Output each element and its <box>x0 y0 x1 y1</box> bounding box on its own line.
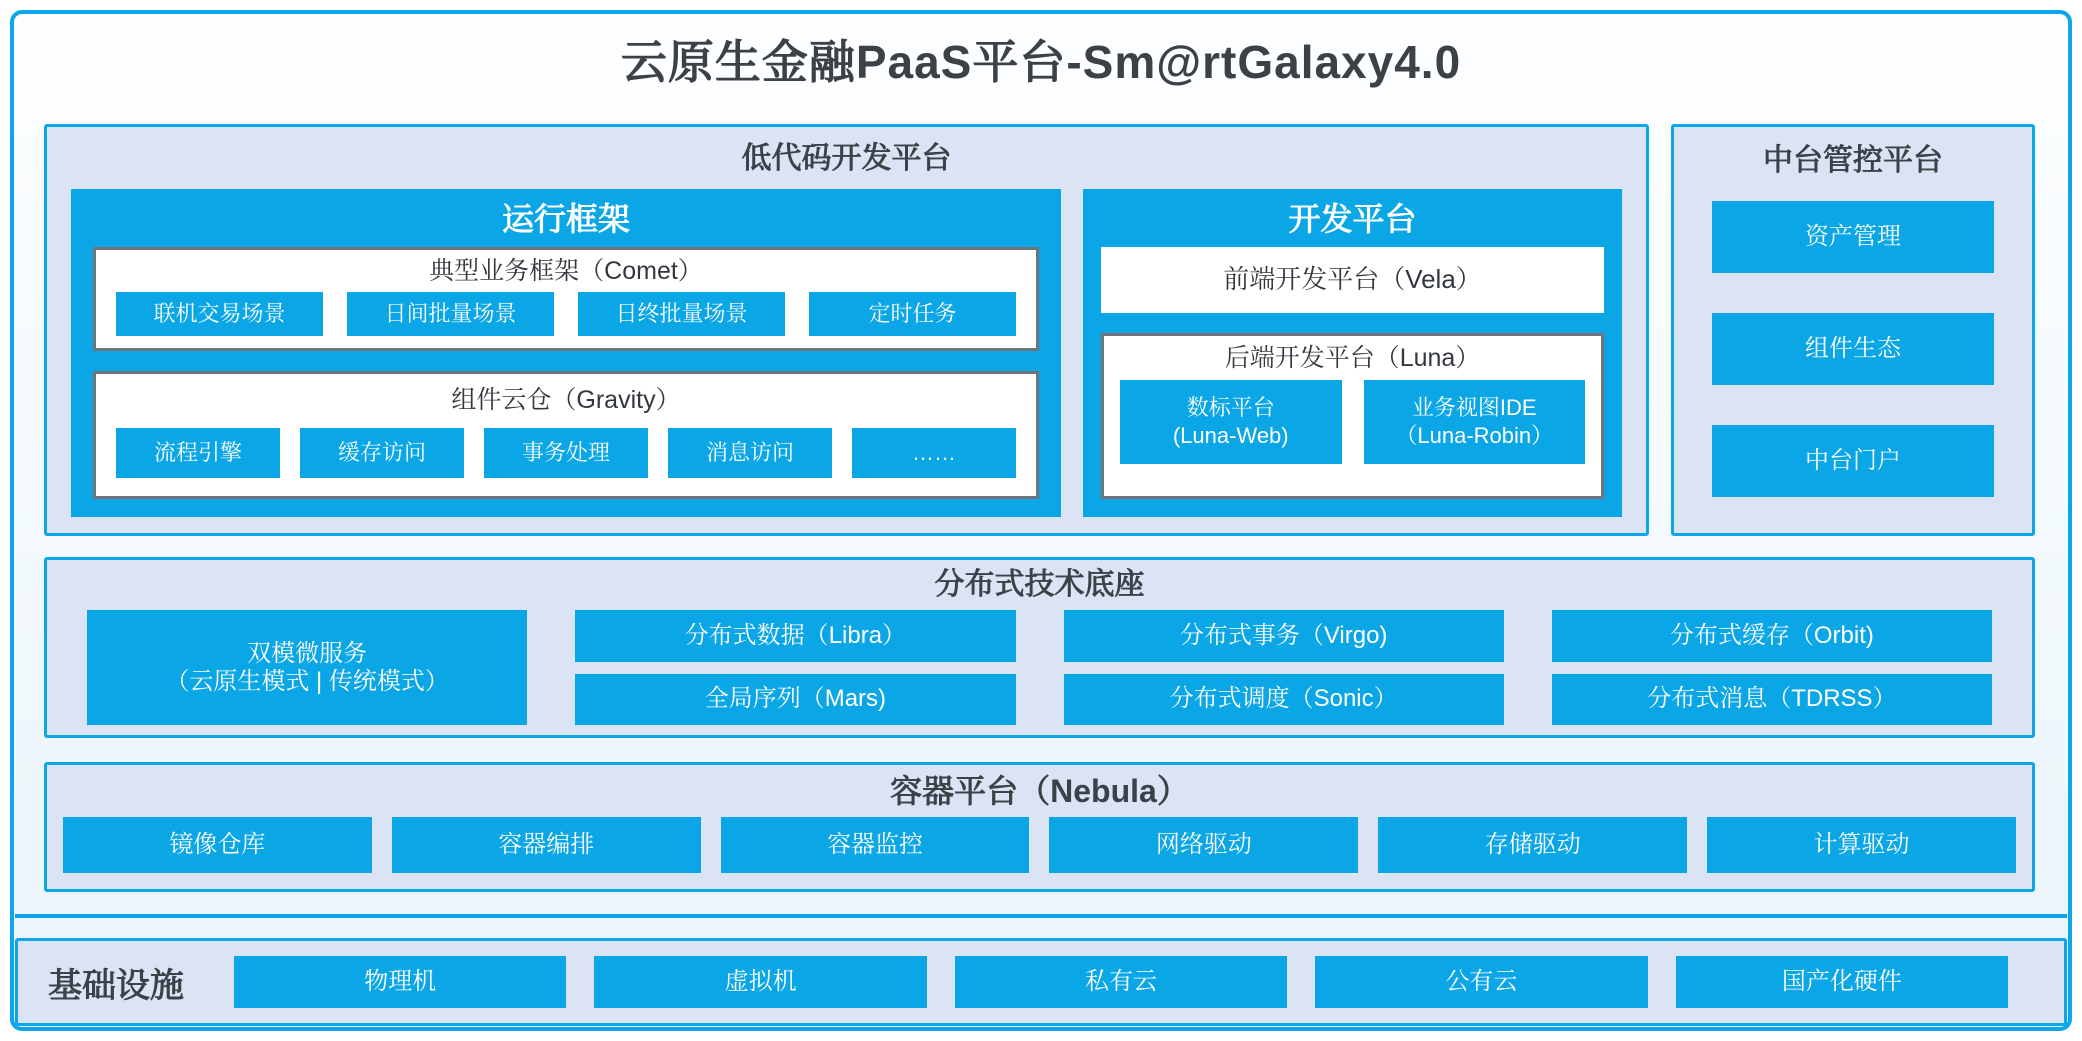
runtime-framework-title: 运行框架 <box>501 201 630 237</box>
comet-framework-title: 典型业务框架（Comet） <box>429 257 703 285</box>
runtime-framework-panel <box>71 189 1061 517</box>
distributed-grid <box>87 610 1992 725</box>
infrastructure-chips-row <box>234 956 2008 1008</box>
chip-luna-robin <box>1364 380 1586 464</box>
chip-public-cloud: 公有云 <box>1315 956 1647 1008</box>
container-platform-title: 容器平台（Nebula） <box>890 773 1189 809</box>
chip-distributed-transaction-virgo: 分布式事务（Virgo) <box>1064 610 1504 662</box>
chip-process-engine: 流程引擎 <box>116 428 280 478</box>
mid-platform-chips <box>1712 201 1994 497</box>
chip-network-driver: 网络驱动 <box>1049 817 1358 873</box>
chip-luna-robin-line2: （Luna-Robin） <box>1395 423 1554 448</box>
chip-domestic-hardware: 国产化硬件 <box>1676 956 2008 1008</box>
distributed-col-3 <box>1064 610 1504 725</box>
distributed-col-2 <box>575 610 1015 725</box>
chip-virtual-machine: 虚拟机 <box>594 956 926 1008</box>
comet-chips-row <box>116 292 1016 336</box>
chip-global-sequence-mars: 全局序列（Mars) <box>575 674 1015 726</box>
vela-frontend-box: 前端开发平台（Vela） <box>1101 247 1604 313</box>
dev-platform-title: 开发平台 <box>1288 201 1417 237</box>
chip-distributed-message-tdrss: 分布式消息（TDRSS） <box>1552 674 1992 726</box>
distributed-col-1 <box>87 610 527 725</box>
luna-backend-box <box>1101 333 1604 499</box>
chip-luna-web-line2: (Luna-Web) <box>1172 423 1289 448</box>
dev-platform-panel <box>1083 189 1622 517</box>
chip-mid-platform-portal: 中台门户 <box>1712 425 1994 497</box>
dual-mode-line1: 双模微服务 <box>247 639 368 667</box>
luna-backend-title: 后端开发平台（Luna） <box>1224 344 1481 372</box>
chip-daytime-batch: 日间批量场景 <box>347 292 554 336</box>
chip-private-cloud: 私有云 <box>955 956 1287 1008</box>
gravity-warehouse-box <box>93 371 1039 499</box>
low-code-platform-title: 低代码开发平台 <box>741 142 952 175</box>
dual-mode-line2: （云原生模式 | 传统模式） <box>165 667 449 695</box>
chip-cache-access: 缓存访问 <box>300 428 464 478</box>
chip-physical-machine: 物理机 <box>234 956 566 1008</box>
diagram-title: 云原生金融PaaS平台-Sm@rtGalaxy4.0 <box>620 36 1462 88</box>
distributed-base-title: 分布式技术底座 <box>934 568 1145 601</box>
gravity-chips-row <box>116 428 1016 478</box>
chip-online-transaction: 联机交易场景 <box>116 292 323 336</box>
chip-distributed-data-libra: 分布式数据（Libra） <box>575 610 1015 662</box>
chip-luna-web-line1: 数标平台 <box>1186 395 1275 420</box>
section-infrastructure <box>15 938 2067 1026</box>
section-container-platform <box>44 762 2035 892</box>
chip-scheduled-task: 定时任务 <box>809 292 1016 336</box>
chip-container-orchestration: 容器编排 <box>392 817 701 873</box>
section-low-code-platform <box>44 124 1649 536</box>
chip-image-registry: 镜像仓库 <box>63 817 372 873</box>
low-code-panels-row <box>71 189 1622 517</box>
comet-framework-box <box>93 247 1039 351</box>
chip-ellipsis: …… <box>852 428 1016 478</box>
chip-luna-web <box>1120 380 1342 464</box>
chip-dual-mode-microservice <box>87 610 527 725</box>
gravity-warehouse-title: 组件云仓（Gravity） <box>451 386 681 414</box>
chip-distributed-cache-orbit: 分布式缓存（Orbit) <box>1552 610 1992 662</box>
chip-distributed-scheduling-sonic: 分布式调度（Sonic） <box>1064 674 1504 726</box>
chip-luna-robin-line1: 业务视图IDE <box>1411 395 1537 420</box>
luna-chips-row <box>1120 380 1585 464</box>
section-mid-platform-control <box>1671 124 2035 536</box>
chip-transaction-processing: 事务处理 <box>484 428 648 478</box>
chip-component-ecosystem: 组件生态 <box>1712 313 1994 385</box>
distributed-col-4 <box>1552 610 1992 725</box>
infrastructure-label: 基础设施 <box>48 966 184 1005</box>
chip-eod-batch: 日终批量场景 <box>578 292 785 336</box>
chip-compute-driver: 计算驱动 <box>1707 817 2016 873</box>
container-chips-row <box>63 817 2016 873</box>
chip-storage-driver: 存储驱动 <box>1378 817 1687 873</box>
horizontal-divider <box>15 914 2067 918</box>
chip-message-access: 消息访问 <box>668 428 832 478</box>
chip-container-monitoring: 容器监控 <box>721 817 1030 873</box>
mid-platform-title: 中台管控平台 <box>1763 144 1943 177</box>
chip-asset-management: 资产管理 <box>1712 201 1994 273</box>
section-distributed-base <box>44 557 2035 738</box>
